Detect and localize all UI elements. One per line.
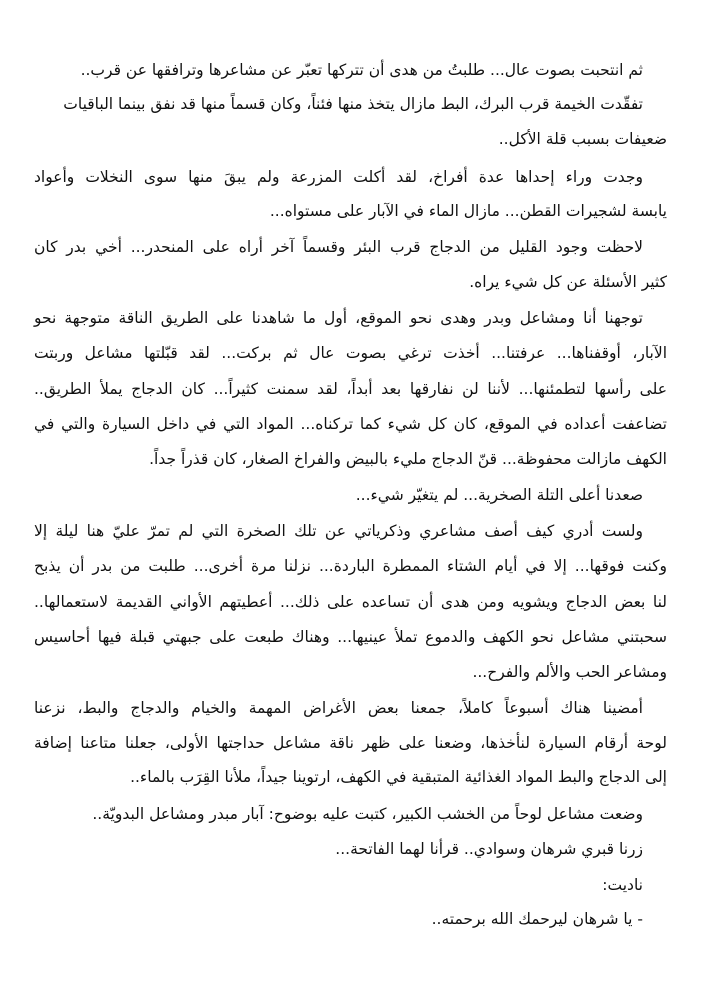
text-line: كثير الأسئلة عن كل شيء يراه. [469, 273, 667, 291]
text-line: ولست أدري كيف أصف مشاعري وذكرياتي عن تلك الصخرة التي لم تمرّ عليّ هنا ليلة إلا [34, 522, 643, 540]
text-line: الكهف مازالت محفوظة... قنّ الدجاج مليء بالبيض والفراخ الصغار، كان قذراً جداً. [149, 450, 667, 468]
text-line: لنا بعض الدجاج ويشويه ومن هدى أن تساعده على ذلك... أعطيتهم الأواني القديمة لاستعمالها.. [34, 593, 667, 611]
text-line: ضعيفات بسبب قلة الأكل.. [498, 130, 667, 148]
text-line: يابسة لشجيرات القطن... مازال الماء في الآبار على مستواه... [269, 202, 667, 220]
text-line: تضاعفت أعداده في الموقع، كان كل شيء كما تركناه... المواد التي في داخل السيارة والتي في [34, 415, 667, 433]
text-line: ثم انتحبت بصوت عال... طلبتُ من هدى أن تتركها تعبّر عن مشاعرها وترافقها عن قرب.. [80, 61, 643, 79]
text-line: على رأسها لتطمئنها... لأننا لن نفارقها بعد أبداً، لقد سمنت كثيراً... كان الدجاج يملأ الطريق.. [34, 380, 667, 398]
text-line: صعدنا أعلى التلة الصخرية... لم يتغيّر شيء... [355, 486, 643, 504]
text-line: زرنا قبري شرهان وسوادي.. قرأنا لهما الفاتحة... [335, 840, 643, 858]
text-line: وكنت فوقها... إلا في أيام الشتاء الممطرة الباردة... نزلنا مرة أخرى... طلبت من بدر أن يذبح [34, 557, 667, 575]
text-line: سحبتني مشاعل نحو الكهف والدموع تملأ عينيها... وهناك طبعت على جبهتي قبلة فيها أحاسيس [34, 628, 667, 646]
text-line: توجهنا أنا ومشاعل وبدر وهدى نحو الموقع، أول ما شاهدنا على الطريق الناقة متوجهة نحو [34, 309, 643, 327]
text-line: أمضينا هناك أسبوعاً كاملاً، جمعنا بعض الأغراض المهمة والخيام والدجاج والبط، نزعنا [34, 699, 643, 717]
text-line: الآبار، أوقفناها... عرفتنا... أخذت ترغي بصوت عال ثم بركت... لقد قبّلتها مشاعل وربتت [34, 344, 667, 362]
text-line: لاحظت وجود القليل من الدجاج قرب البئر وقسماً آخر أراه على المنحدر... أخي بدر كان [34, 238, 643, 256]
text-line: - يا شرهان ليرحمك الله برحمته.. [431, 910, 643, 928]
text-line: وضعت مشاعل لوحاً من الخشب الكبير، كتبت عليه بوضوح: آبار مبدر ومشاعل البدويّة.. [92, 805, 643, 823]
text-line: ناديت: [602, 876, 643, 894]
text-line: لوحة أرقام السيارة لنأخذها، وضعنا على ظهر ناقة مشاعل حداجتها الأولى، جعلنا متاعنا إضافة [34, 734, 667, 752]
text-line: وجدت وراء إحداها عدة أفراخ، لقد أكلت المزرعة ولم يبقَ منها سوى النخلات وأعواد [34, 168, 643, 186]
text-line: ومشاعر الحب والألم والفرح... [472, 663, 667, 681]
text-line: تفقّدت الخيمة قرب البرك، البط مازال يتخذ منها فئناً، وكان قسماً منها قد نفق بينما الباقيات [63, 95, 643, 113]
text-line: إلى الدجاج والبط المواد الغذائية المتبقية في الكهف، ارتوينا جيداً، ملأنا القِرَب بالماء.. [130, 768, 667, 786]
